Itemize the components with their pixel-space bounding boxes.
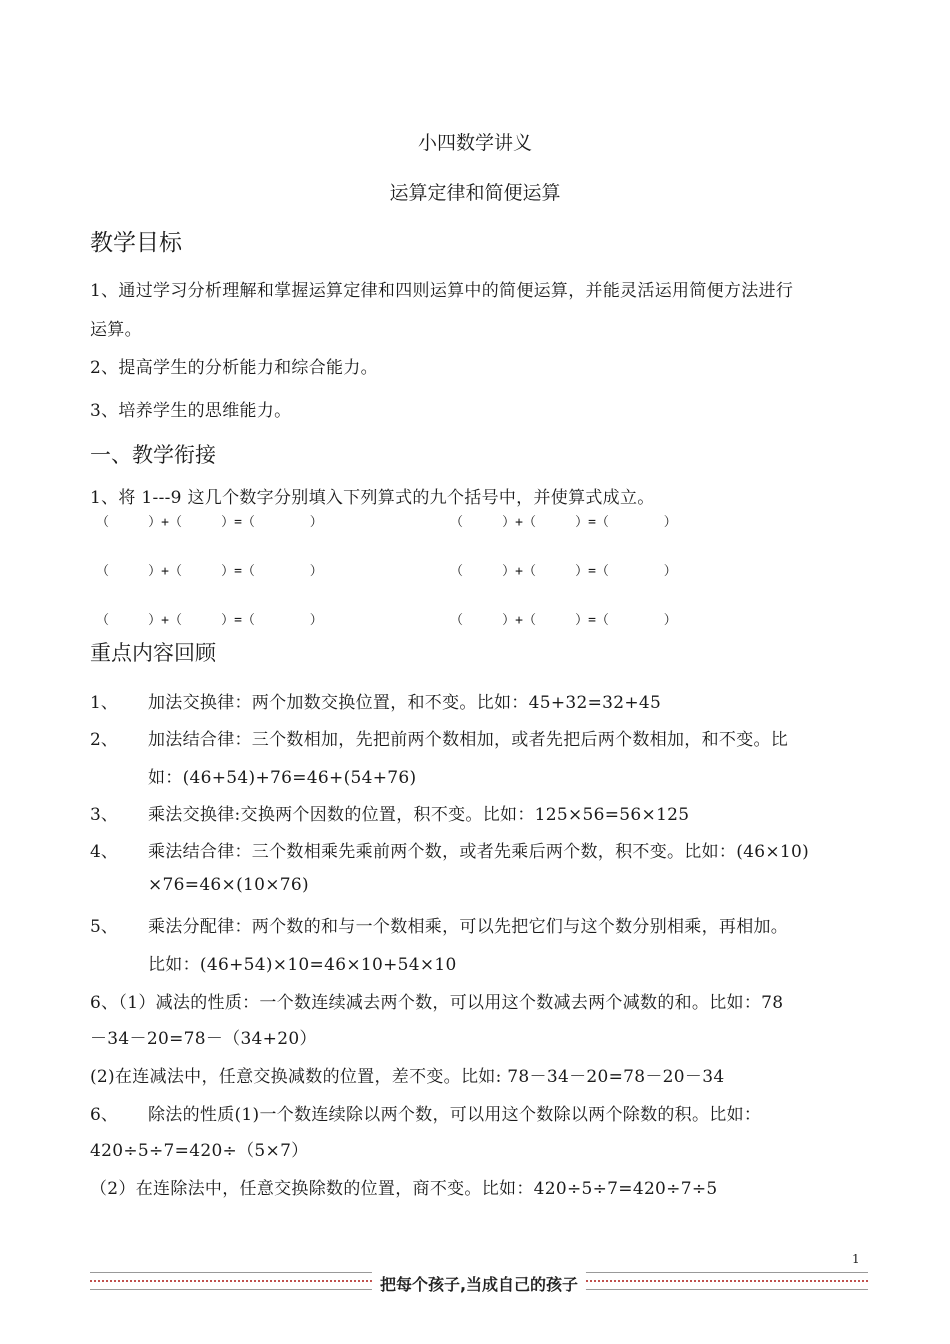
blank-equation: （ ）+（ ）=（ ） [450, 613, 677, 628]
rule-6-2: (2)在连减法中，任意交换减数的位置，差不变。比如: 78－34－20=78－20－34 [90, 1067, 725, 1087]
objective-1-line-1: 1、通过学习分析理解和掌握运算定律和四则运算中的简便运算，并能灵活运用简便方法进行 [90, 281, 794, 301]
footer-slogan: 把每个孩子,当成自己的孩子 [372, 1272, 586, 1295]
objective-1-line-2: 运算。 [90, 320, 142, 340]
rule-7-line-2: 420÷5÷7=420÷（5×7） [90, 1141, 309, 1161]
rule-text: ×76=46×(10×76) [148, 875, 309, 895]
rule-6-1-line-2: －34－20=78－（34+20） [90, 1029, 317, 1049]
rule-text: 乘法结合律：三个数相乘先乘前两个数，或者先乘后两个数，积不变。比如：(46×10) [148, 842, 810, 862]
footer-bar [90, 1272, 868, 1294]
document-subtitle: 运算定律和简便运算 [389, 182, 561, 204]
rule-number: 5、 [90, 917, 118, 937]
objectives-heading: 教学目标 [90, 230, 182, 256]
review-heading: 重点内容回顾 [90, 641, 216, 665]
blank-equation: （ ）+（ ）=（ ） [96, 564, 323, 579]
blank-equation: （ ）+（ ）=（ ） [96, 613, 323, 628]
rule-number: 6、 [90, 1105, 118, 1125]
blank-equation: （ ）+（ ）=（ ） [450, 515, 677, 530]
rule-6-1-line-1: 6、（1）减法的性质：一个数连续减去两个数，可以用这个数减去两个减数的和。比如：78 [90, 993, 784, 1013]
rule-text: 比如：(46+54)×10=46×10+54×10 [148, 955, 457, 975]
rule-text: 加法交换律：两个加数交换位置，和不变。比如：45+32=32+45 [148, 693, 662, 713]
rule-text: 乘法分配律：两个数的和与一个数相乘，可以先把它们与这个数分别相乘，再相加。 [148, 917, 789, 937]
rule-text: 乘法交换律:交换两个因数的位置，积不变。比如：125×56=56×125 [148, 805, 690, 825]
rule-number: 3、 [90, 805, 118, 825]
bridge-heading: 一、教学衔接 [90, 443, 216, 467]
rule-7-2: （2）在连除法中，任意交换除数的位置，商不变。比如：420÷5÷7=420÷7÷5 [90, 1179, 718, 1199]
rule-text: 加法结合律：三个数相加，先把前两个数相加，或者先把后两个数相加，和不变。比 [148, 730, 789, 750]
blank-equation: （ ）+（ ）=（ ） [96, 515, 323, 530]
rule-text: 如：(46+54)+76=46+(54+76) [148, 768, 417, 788]
page-number: 1 [852, 1252, 860, 1266]
rule-number: 2、 [90, 730, 118, 750]
objective-2: 2、提高学生的分析能力和综合能力。 [90, 358, 378, 378]
rule-number: 1、 [90, 693, 118, 713]
rule-7-line-1: 除法的性质(1)一个数连续除以两个数，可以用这个数除以两个除数的积。比如： [148, 1105, 762, 1125]
blank-equation: （ ）+（ ）=（ ） [450, 564, 677, 579]
objective-3: 3、培养学生的思维能力。 [90, 401, 292, 421]
rule-number: 4、 [90, 842, 118, 862]
document-title: 小四数学讲义 [417, 132, 532, 154]
bridge-question: 1、将 1---9 这几个数字分别填入下列算式的九个括号中，并使算式成立。 [90, 488, 655, 508]
